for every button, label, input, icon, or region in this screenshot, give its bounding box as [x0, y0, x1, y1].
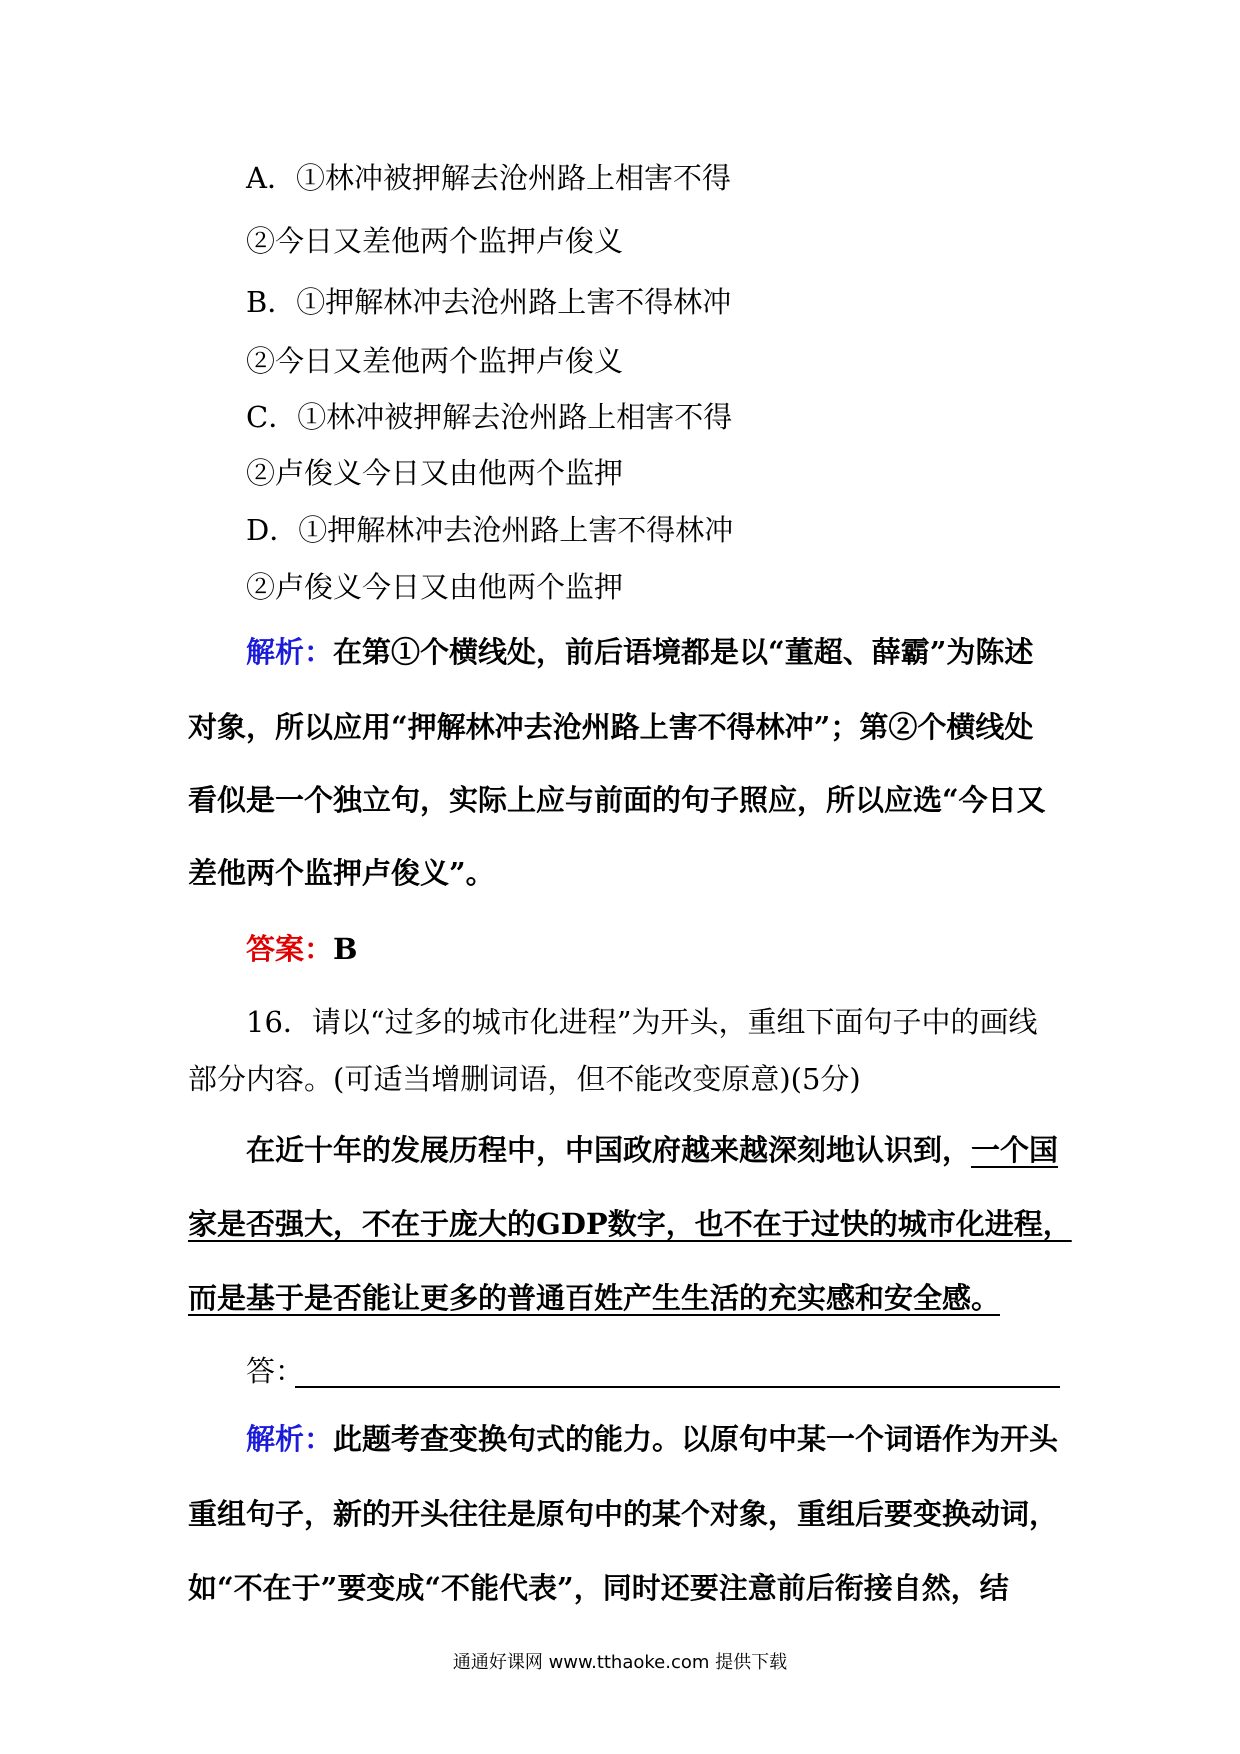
analysis2-line3: 如“不在于”要变成“不能代表”，同时还要注意前后衔接自然，结: [188, 1571, 1009, 1605]
analysis1-line3: 看似是一个独立句，实际上应与前面的句子照应，所以应选“今日又: [188, 783, 1046, 817]
page-footer: 通通好课网 www.tthaoke.com 提供下载: [452, 1652, 788, 1673]
answer-label: 答：: [246, 1354, 305, 1388]
passage-line1-plain: 在近十年的发展历程中，中国政府越来越深刻地认识到，: [246, 1133, 972, 1167]
analysis2-line1: [246, 1419, 1058, 1459]
option-b-line2: ②今日又差他两个监押卢俊义: [246, 344, 624, 378]
analysis2-label: 解析：: [246, 1422, 334, 1456]
option-a-line2: ②今日又差他两个监押卢俊义: [246, 224, 624, 258]
question16-line2: 部分内容。(可适当增删词语，但不能改变原意)(5分): [188, 1062, 861, 1096]
answer1-value: B: [333, 932, 358, 966]
question16-line1: 16．请以“过多的城市化进程”为开头，重组下面句子中的画线: [246, 1005, 1038, 1039]
passage-line1: [246, 1130, 1058, 1170]
answer1-label: 答案：: [246, 932, 334, 966]
answer1-line: [246, 929, 358, 969]
answer-blank-line[interactable]: [295, 1385, 1060, 1388]
option-d-line2: ②卢俊义今日又由他两个监押: [246, 570, 624, 604]
analysis1-label: 解析：: [246, 635, 334, 669]
analysis1-line4: 差他两个监押卢俊义”。: [188, 856, 495, 890]
analysis2-text1: 此题考查变换句式的能力。以原句中某一个词语作为开头: [333, 1422, 1059, 1456]
option-c-line1: C．①林冲被押解去沧州路上相害不得: [246, 400, 733, 434]
passage-line3: 而是基于是否能让更多的普通百姓产生生活的充实感和安全感。: [188, 1281, 1001, 1315]
passage-line1-underlined: 一个国: [971, 1133, 1059, 1167]
analysis1-text1: 在第①个横线处，前后语境都是以“董超、薛霸”为陈述: [333, 635, 1034, 669]
option-c-line2: ②卢俊义今日又由他两个监押: [246, 456, 624, 490]
option-b-line1: B．①押解林冲去沧州路上害不得林冲: [246, 285, 732, 319]
option-d-line1: D．①押解林冲去沧州路上害不得林冲: [246, 513, 734, 547]
passage-line2: 家是否强大，不在于庞大的GDP数字，也不在于过快的城市化进程，: [188, 1207, 1072, 1241]
analysis1-line1: [246, 632, 1033, 672]
analysis2-line2: 重组句子，新的开头往往是原句中的某个对象，重组后要变换动词，: [188, 1497, 1059, 1531]
analysis1-line2: 对象，所以应用“押解林冲去沧州路上害不得林冲”；第②个横线处: [188, 710, 1034, 744]
option-a-line1: A．①林冲被押解去沧州路上相害不得: [246, 161, 731, 195]
